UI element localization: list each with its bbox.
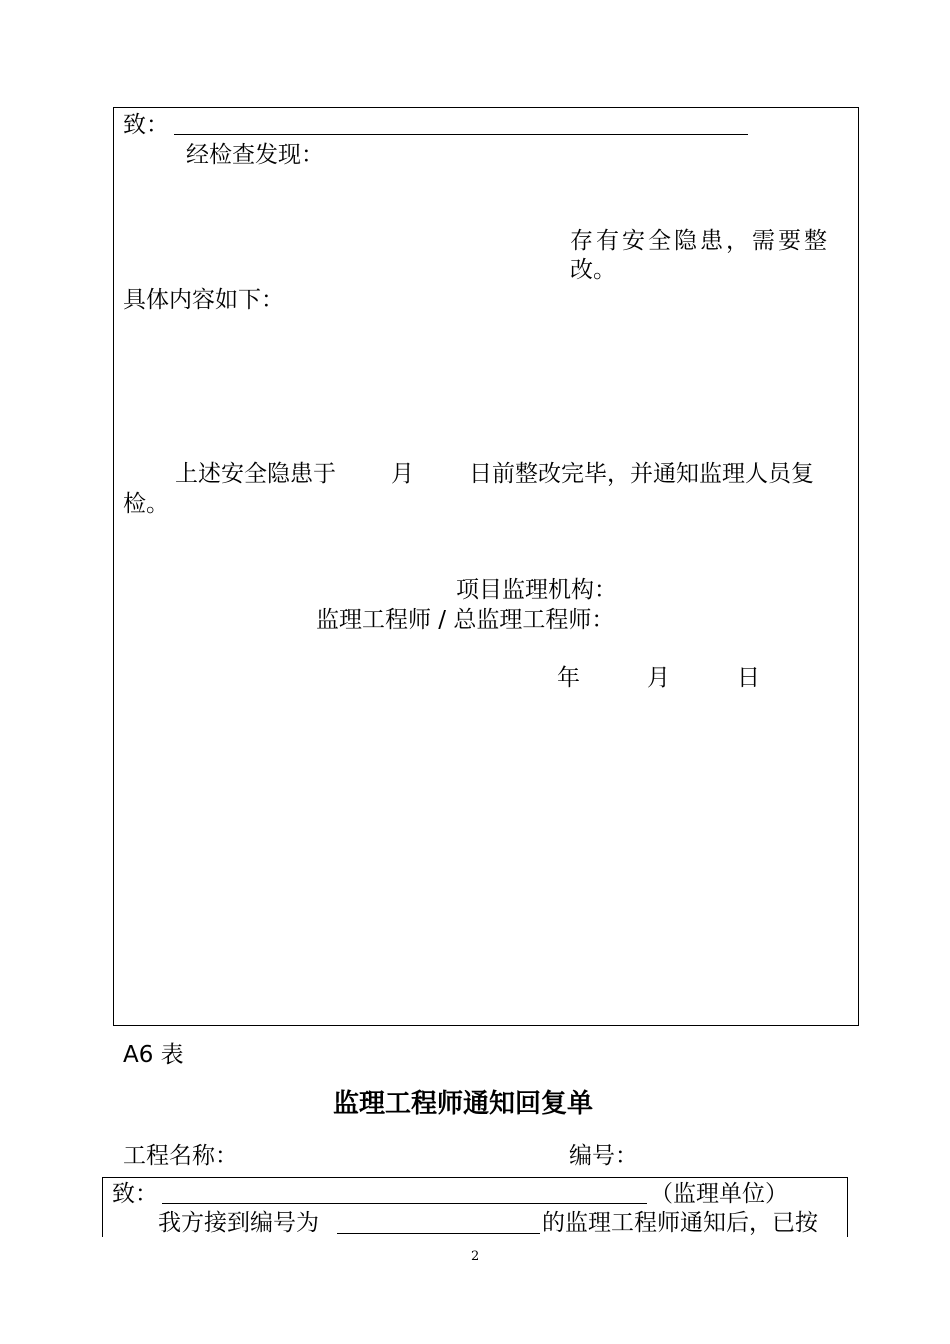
- notice-number-line[interactable]: [337, 1233, 540, 1234]
- reply-body-suffix: 的监理工程师通知后，已按: [542, 1210, 818, 1236]
- deadline-prefix: 上述安全隐患于: [175, 461, 336, 487]
- reply-to-label: 致：: [112, 1181, 158, 1207]
- reply-title: 监理工程师通知回复单: [333, 1089, 594, 1119]
- found-label: 经检查发现：: [186, 142, 324, 168]
- deadline-wrap: 检。: [123, 491, 169, 517]
- engineer-label: 监理工程师 / 总监理工程师：: [316, 607, 615, 633]
- notice-recipient-line[interactable]: [174, 134, 748, 135]
- number-label: 编号：: [569, 1143, 638, 1169]
- reply-to-suffix: （监理单位）: [650, 1181, 788, 1207]
- org-label: 项目监理机构：: [456, 577, 617, 603]
- reply-recipient-line[interactable]: [162, 1203, 647, 1204]
- project-name-label: 工程名称：: [123, 1143, 238, 1169]
- deadline-month-label: 月: [391, 461, 414, 487]
- date-month-label: 月: [647, 665, 670, 691]
- details-label: 具体内容如下：: [123, 287, 284, 313]
- date-day-label: 日: [737, 665, 760, 691]
- hazard-text-line2: 改。: [570, 257, 616, 283]
- notice-to-label: 致：: [123, 112, 169, 138]
- page-number: 2: [471, 1249, 480, 1264]
- hazard-text-line1: 存有安全隐患，需要整: [570, 228, 830, 254]
- deadline-suffix: 日前整改完毕，并通知监理人员复: [469, 461, 814, 487]
- form-code: A6 表: [123, 1042, 184, 1068]
- reply-body-prefix: 我方接到编号为: [158, 1210, 319, 1236]
- date-year-label: 年: [557, 665, 580, 691]
